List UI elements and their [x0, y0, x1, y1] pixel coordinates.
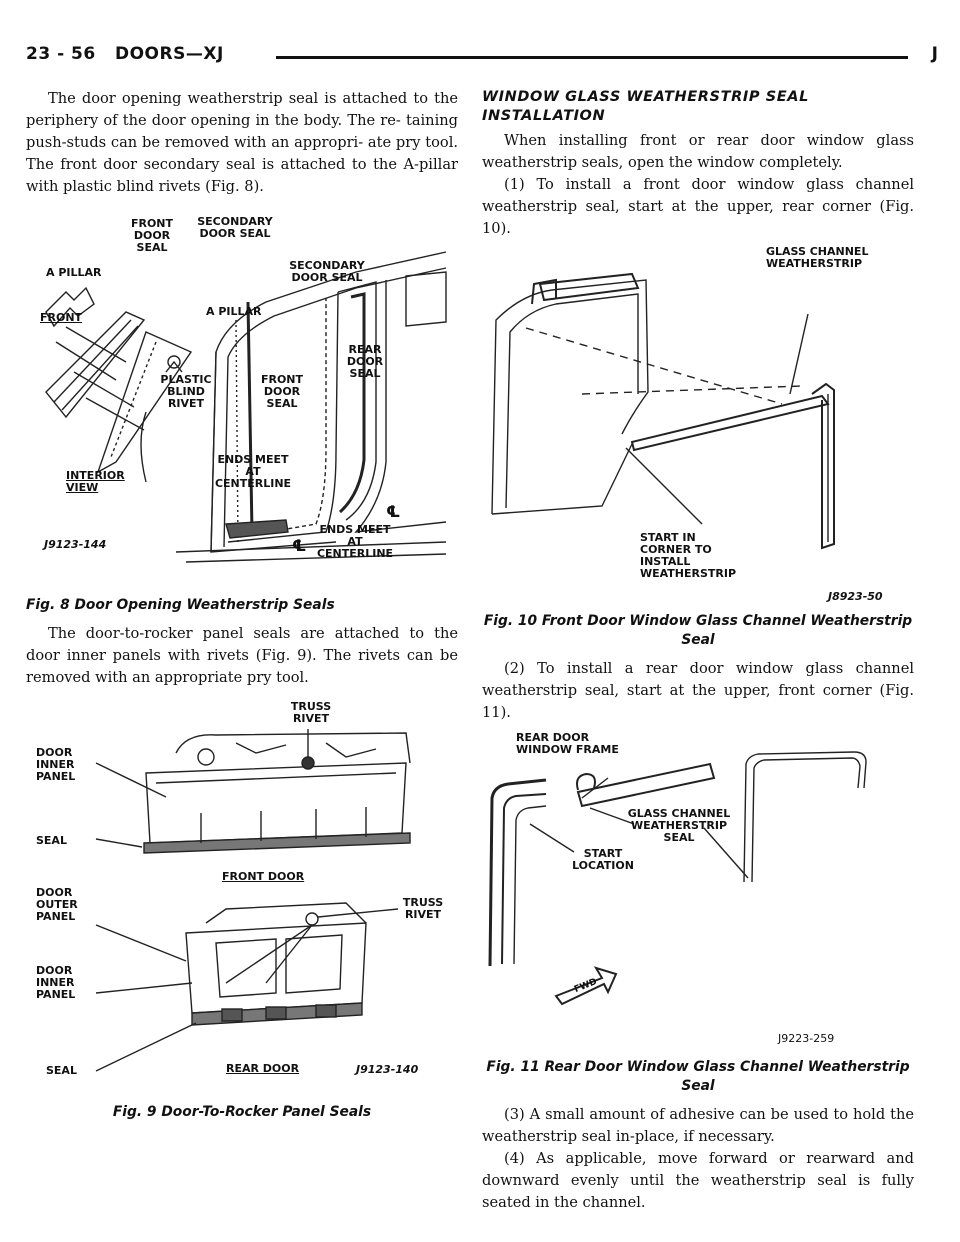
label-secondary-door-seal-top: SECONDARY DOOR SEAL: [197, 215, 273, 240]
figure-8-caption: Fig. 8 Door Opening Weatherstrip Seals: [26, 597, 335, 613]
section-heading: WINDOW GLASS WEATHERSTRIP SEAL INSTALLATION: [482, 89, 809, 124]
label-a-pillar-mid: A PILLAR: [206, 305, 262, 318]
figure-10-caption: Fig. 10 Front Door Window Glass Channel Weatherstrip Seal: [483, 613, 913, 648]
label-secondary-door-seal-mid: SECONDARY DOOR SEAL: [289, 259, 365, 284]
header-rule: [276, 56, 908, 59]
label-a-pillar-left: A PILLAR: [46, 266, 102, 279]
left-column: [26, 88, 458, 1130]
figure-11: [482, 728, 914, 1056]
figure-9-code: J9123-140: [356, 1063, 419, 1076]
label-centerline-1: ℄: [292, 536, 307, 555]
label-truss-rivet-bottom: TRUSS RIVET: [402, 896, 444, 921]
step-4: (4) As applicable, move forward or rearward and downward evenly until the weatherstrip seal is fully seated in the channel.: [482, 1150, 914, 1211]
label-seal-bottom: SEAL: [46, 1064, 77, 1077]
label-seal-top: SEAL: [36, 834, 67, 847]
label-door-outer-panel: DOOR OUTER PANEL: [36, 886, 78, 923]
label-start-in-corner: START IN CORNER TO INSTALL WEATHERSTRIP: [640, 531, 737, 580]
left-paragraph-2: The door-to-rocker panel seals are attached to the door inner panels with rivets (Fig. 9). The rivets can be removed with an appropriate pry tool.: [26, 625, 458, 686]
label-front-door: FRONT DOOR: [222, 870, 305, 883]
label-truss-rivet-top: TRUSS RIVET: [290, 700, 332, 725]
label-plastic-blind-rivet: PLASTIC BLIND RIVET: [160, 373, 212, 410]
label-interior-view: INTERIOR VIEW: [66, 469, 125, 494]
label-ends-meet-1: ENDS MEET AT CENTERLINE: [214, 453, 292, 490]
label-ends-meet-2: ENDS MEET AT CENTERLINE: [316, 523, 394, 560]
label-rear-door-seal: REAR DOOR SEAL: [346, 343, 384, 380]
label-front-door-seal-top: FRONT DOOR SEAL: [130, 217, 174, 254]
step-2: (2) To install a rear door window glass channel weatherstrip seal, start at the upper, front corner (Fig. 11).: [482, 660, 914, 721]
label-rear-door-window-frame: REAR DOOR WINDOW FRAME: [516, 731, 619, 756]
label-front-door-seal-mid: FRONT DOOR SEAL: [260, 373, 304, 410]
left-paragraph-1: The door opening weatherstrip seal is attached to the periphery of the door opening in the body. The re- taining push-studs can be removed with an appropri- ate pry tool. The front door secondary seal is attached to the A-pillar with plastic blind rivets (Fig. 8).: [26, 90, 458, 195]
page-number-section: 23 - 56 DOORS—XJ: [26, 44, 224, 64]
figure-11-code: J9223-259: [778, 1032, 835, 1045]
right-paragraph-1: When installing front or rear door window glass weatherstrip seals, open the window completely.: [482, 132, 914, 171]
header-brand: J: [931, 44, 938, 64]
figure-9-caption: Fig. 9 Door-To-Rocker Panel Seals: [112, 1104, 372, 1120]
figure-11-caption: Fig. 11 Rear Door Window Glass Channel Weatherstrip Seal: [486, 1059, 910, 1094]
label-fwd: FWD: [572, 976, 599, 996]
label-glass-channel-seal: GLASS CHANNEL WEATHERSTRIP SEAL: [627, 807, 731, 844]
step-1: (1) To install a front door window glass channel weatherstrip seal, start at the upper, rear corner (Fig. 10).: [482, 176, 914, 237]
label-door-inner-panel-bottom: DOOR INNER PANEL: [36, 964, 76, 1001]
figure-11-illustration: [482, 728, 914, 1056]
label-door-inner-panel-top: DOOR INNER PANEL: [36, 746, 76, 783]
figure-8: [26, 202, 458, 594]
label-front: FRONT: [40, 311, 83, 324]
right-column: [482, 88, 914, 1214]
figure-9-illustration: [26, 693, 458, 1101]
figure-10: [482, 244, 914, 610]
page-header: [26, 44, 938, 68]
figure-8-code: J9123-144: [44, 538, 107, 551]
label-rear-door: REAR DOOR: [226, 1062, 300, 1075]
label-glass-channel-weatherstrip: GLASS CHANNEL WEATHERSTRIP: [766, 245, 869, 270]
step-3: (3) A small amount of adhesive can be used to hold the weatherstrip seal in-place, if necessary.: [482, 1106, 914, 1145]
figure-9: [26, 693, 458, 1101]
label-start-location: START LOCATION: [572, 847, 634, 872]
label-centerline-2: ℄: [386, 502, 401, 521]
figure-10-code: J8923-50: [828, 590, 883, 603]
